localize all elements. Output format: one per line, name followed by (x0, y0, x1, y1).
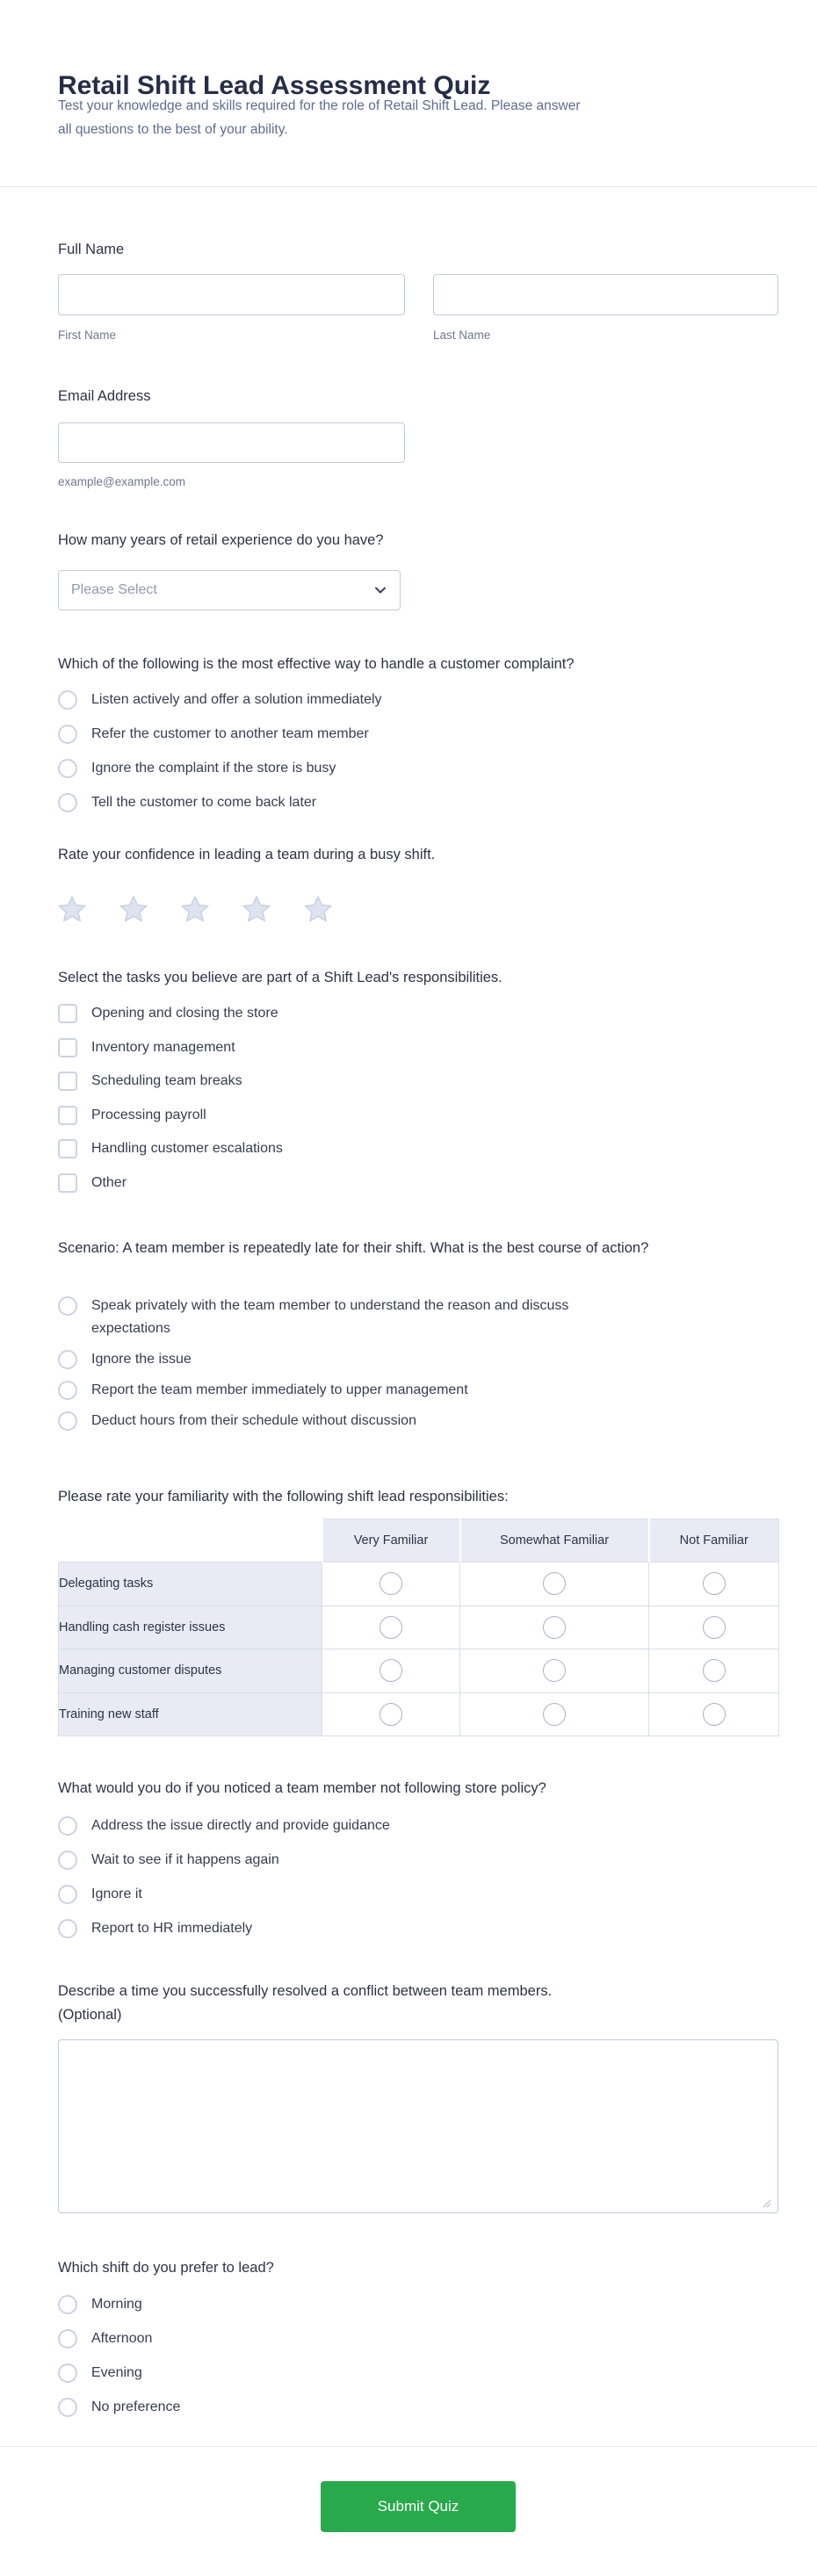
last-name-input[interactable] (433, 274, 778, 315)
checkbox[interactable] (58, 1173, 77, 1193)
matrix-column-header: Somewhat Familiar (460, 1519, 649, 1562)
radio-button[interactable] (58, 725, 77, 744)
complaint-question-label: Which of the following is the most effective way to handle a customer complaint? (58, 656, 575, 672)
radio-button[interactable] (543, 1616, 566, 1639)
matrix-row-label: Handling cash register issues (59, 1605, 322, 1649)
radio-button[interactable] (380, 1703, 402, 1726)
tasks-question-label: Select the tasks you believe are part of a Shift Lead's responsibilities. (58, 970, 502, 985)
matrix-cell[interactable] (460, 1692, 649, 1736)
radio-option[interactable]: Afternoon (58, 2327, 180, 2350)
policy-question-label: What would you do if you noticed a team member not following store policy? (58, 1780, 546, 1796)
radio-option[interactable]: Evening (58, 2362, 180, 2385)
radio-button[interactable] (543, 1703, 566, 1726)
matrix-row (59, 1605, 779, 1649)
radio-button[interactable] (58, 2295, 77, 2314)
radio-option[interactable]: Report the team member immediately to upper management (58, 1379, 618, 1402)
shift-options (58, 2293, 180, 2430)
scenario-question-label: Scenario: A team member is repeatedly late for their shift. What is the best course of action? (58, 1240, 649, 1256)
star-icon[interactable] (302, 894, 334, 926)
last-name-sublabel: Last Name (433, 328, 491, 342)
conflict-question-label: Describe a time you successfully resolved a conflict between team members. (Optional) (58, 1983, 553, 2023)
checkbox-option[interactable]: Opening and closing the store (58, 1002, 283, 1025)
email-input[interactable] (58, 422, 405, 463)
radio-option[interactable]: Ignore it (58, 1883, 390, 1906)
radio-button[interactable] (58, 2329, 77, 2349)
checkbox[interactable] (58, 1072, 77, 1091)
radio-button[interactable] (58, 1885, 77, 1904)
radio-button[interactable] (58, 1381, 77, 1400)
conflict-textarea[interactable] (58, 2039, 778, 2213)
star-icon[interactable] (118, 894, 149, 926)
complaint-options (58, 689, 382, 826)
radio-button[interactable] (58, 1851, 77, 1870)
radio-button[interactable] (703, 1616, 726, 1639)
radio-option[interactable]: Listen actively and offer a solution immediately (58, 689, 382, 711)
email-sublabel: example@example.com (58, 475, 186, 488)
matrix-row (59, 1649, 779, 1693)
matrix-cell[interactable] (322, 1692, 460, 1736)
radio-option[interactable]: Deduct hours from their schedule without discussion (58, 1410, 618, 1432)
radio-button[interactable] (58, 1919, 77, 1938)
select-placeholder: Please Select (71, 582, 157, 597)
matrix-cell[interactable] (322, 1649, 460, 1693)
radio-button[interactable] (58, 690, 77, 710)
matrix-row-label: Managing customer disputes (59, 1649, 322, 1693)
radio-button[interactable] (380, 1616, 402, 1639)
matrix-row (59, 1692, 779, 1736)
experience-select[interactable] (58, 570, 401, 610)
familiarity-question-label: Please rate your familiarity with the following shift lead responsibilities: (58, 1489, 509, 1504)
radio-button[interactable] (58, 2398, 77, 2417)
familiarity-matrix (58, 1519, 779, 1736)
radio-button[interactable] (543, 1572, 566, 1595)
checkbox-option[interactable]: Inventory management (58, 1036, 283, 1059)
matrix-cell[interactable] (649, 1562, 779, 1606)
radio-button[interactable] (380, 1659, 402, 1682)
matrix-cell[interactable] (649, 1649, 779, 1693)
radio-option[interactable]: Ignore the complaint if the store is busy (58, 757, 382, 780)
matrix-cell[interactable] (460, 1649, 649, 1693)
radio-option[interactable]: Tell the customer to come back later (58, 791, 382, 814)
checkbox-option[interactable]: Handling customer escalations (58, 1137, 283, 1160)
radio-button[interactable] (703, 1703, 726, 1726)
radio-button[interactable] (58, 1816, 77, 1836)
radio-button[interactable] (58, 793, 77, 812)
radio-option[interactable]: Speak privately with the team member to understand the reason and discuss expectations (58, 1295, 618, 1340)
radio-option[interactable]: No preference (58, 2396, 180, 2419)
first-name-sublabel: First Name (58, 328, 117, 342)
scenario-options (58, 1295, 618, 1440)
matrix-cell[interactable] (649, 1605, 779, 1649)
star-icon[interactable] (56, 894, 88, 926)
radio-button[interactable] (703, 1659, 726, 1682)
radio-button[interactable] (58, 1350, 77, 1369)
checkbox-option[interactable]: Other (58, 1172, 283, 1194)
radio-button[interactable] (703, 1572, 726, 1595)
matrix-cell[interactable] (460, 1605, 649, 1649)
matrix-header-row (59, 1519, 779, 1562)
radio-option[interactable]: Address the issue directly and provide guidance (58, 1815, 390, 1837)
confidence-question-label: Rate your confidence in leading a team during a busy shift. (58, 847, 436, 862)
radio-option[interactable]: Ignore the issue (58, 1348, 618, 1371)
radio-button[interactable] (543, 1659, 566, 1682)
radio-option[interactable]: Wait to see if it happens again (58, 1849, 390, 1872)
page-title: Retail Shift Lead Assessment Quiz (58, 71, 491, 101)
checkbox[interactable] (58, 1139, 77, 1158)
matrix-cell[interactable] (649, 1692, 779, 1736)
checkbox[interactable] (58, 1004, 77, 1023)
header-divider (0, 186, 817, 187)
star-icon[interactable] (179, 894, 211, 926)
radio-option[interactable]: Refer the customer to another team member (58, 723, 382, 746)
checkbox[interactable] (58, 1106, 77, 1125)
tasks-options (58, 1002, 283, 1205)
radio-button[interactable] (58, 1411, 77, 1431)
matrix-column-header: Very Familiar (322, 1519, 460, 1562)
first-name-input[interactable] (58, 274, 405, 315)
matrix-cell[interactable] (460, 1562, 649, 1606)
submit-button[interactable]: Submit Quiz (321, 2481, 516, 2532)
matrix-row-label: Delegating tasks (59, 1562, 322, 1606)
star-icon[interactable] (241, 894, 272, 926)
radio-button[interactable] (58, 2363, 77, 2383)
radio-button[interactable] (58, 759, 77, 778)
form-description: Test your knowledge and skills required for the role of Retail Shift Lead. Please answer all questions to the best of your ability. (58, 98, 581, 137)
matrix-corner-cell (59, 1519, 322, 1562)
chevron-down-icon (373, 583, 387, 597)
shift-question-label: Which shift do you prefer to lead? (58, 2260, 274, 2276)
matrix-row-label: Training new staff (59, 1692, 322, 1736)
footer-divider (0, 2446, 817, 2447)
policy-options (58, 1815, 390, 1952)
full-name-label: Full Name (58, 242, 125, 257)
radio-button[interactable] (380, 1572, 402, 1595)
checkbox[interactable] (58, 1038, 77, 1057)
radio-option[interactable]: Morning (58, 2293, 180, 2316)
experience-question-label: How many years of retail experience do you have? (58, 532, 384, 548)
matrix-row (59, 1562, 779, 1606)
radio-button[interactable] (58, 1296, 77, 1316)
matrix-cell[interactable] (322, 1605, 460, 1649)
matrix-column-header: Not Familiar (649, 1519, 779, 1562)
checkbox-option[interactable]: Scheduling team breaks (58, 1070, 283, 1093)
star-rating[interactable] (56, 894, 334, 926)
radio-option[interactable]: Report to HR immediately (58, 1917, 390, 1940)
email-label: Email Address (58, 388, 151, 404)
matrix-cell[interactable] (322, 1562, 460, 1606)
checkbox-option[interactable]: Processing payroll (58, 1104, 283, 1127)
